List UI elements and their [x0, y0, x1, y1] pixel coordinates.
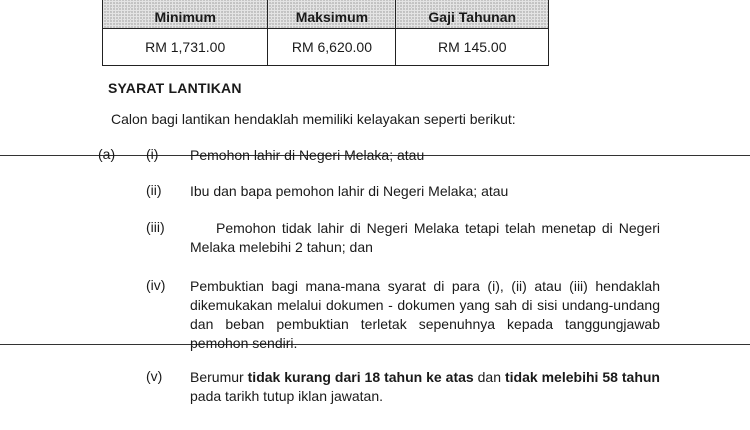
item-text-age [190, 368, 660, 406]
intro-text: Calon bagi lantikan hendaklah memiliki kelayakan seperti berikut: [111, 111, 516, 127]
salary-table [102, 0, 549, 66]
value-minimum: RM 1,731.00 [103, 29, 268, 66]
item-number: (iii) [146, 219, 165, 235]
header-gaji-tahunan: Gaji Tahunan [396, 0, 549, 29]
age-max-emphasis: tidak melebihi 58 tahun [504, 369, 660, 385]
salary-table-header-row [103, 0, 549, 29]
value-maksimum: RM 6,620.00 [268, 29, 396, 66]
item-number: (iv) [146, 277, 166, 293]
header-minimum: Minimum [103, 0, 268, 29]
salary-table-value-row [103, 29, 549, 66]
age-min-emphasis: tidak kurang dari 18 tahun ke atas [247, 369, 474, 385]
item-text: Ibu dan bapa pemohon lahir di Negeri Melaka; atau [190, 183, 509, 199]
age-text-part: Berumur [190, 369, 248, 385]
value-gaji-tahunan: RM 145.00 [396, 29, 549, 66]
section-title: SYARAT LANTIKAN [108, 80, 242, 96]
item-text: Pemohon tidak lahir di Negeri Melaka tetapi telah menetap di Negeri Melaka melebihi 2 tahun; dan [190, 220, 660, 255]
age-text-part: dan [473, 369, 505, 385]
item-text: Pemohon lahir di Negeri Melaka; atau [190, 147, 425, 163]
item-text: Pembuktian bagi mana-mana syarat di para (i), (ii) atau (iii) hendaklah dikemukakan melalui dokumen - dokumen yang sah di sisi undang-undang dan beban pembuktian terletak sepenuhnya kepada tanggungjawab pemohon sendiri. [190, 278, 660, 351]
item-number: (v) [146, 368, 163, 384]
item-number: (ii) [146, 182, 162, 198]
clause-label: (a) [98, 146, 116, 162]
age-text-part: pada tarikh tutup iklan jawatan. [190, 388, 384, 404]
header-maksimum: Maksimum [268, 0, 396, 29]
item-number: (i) [146, 146, 159, 162]
